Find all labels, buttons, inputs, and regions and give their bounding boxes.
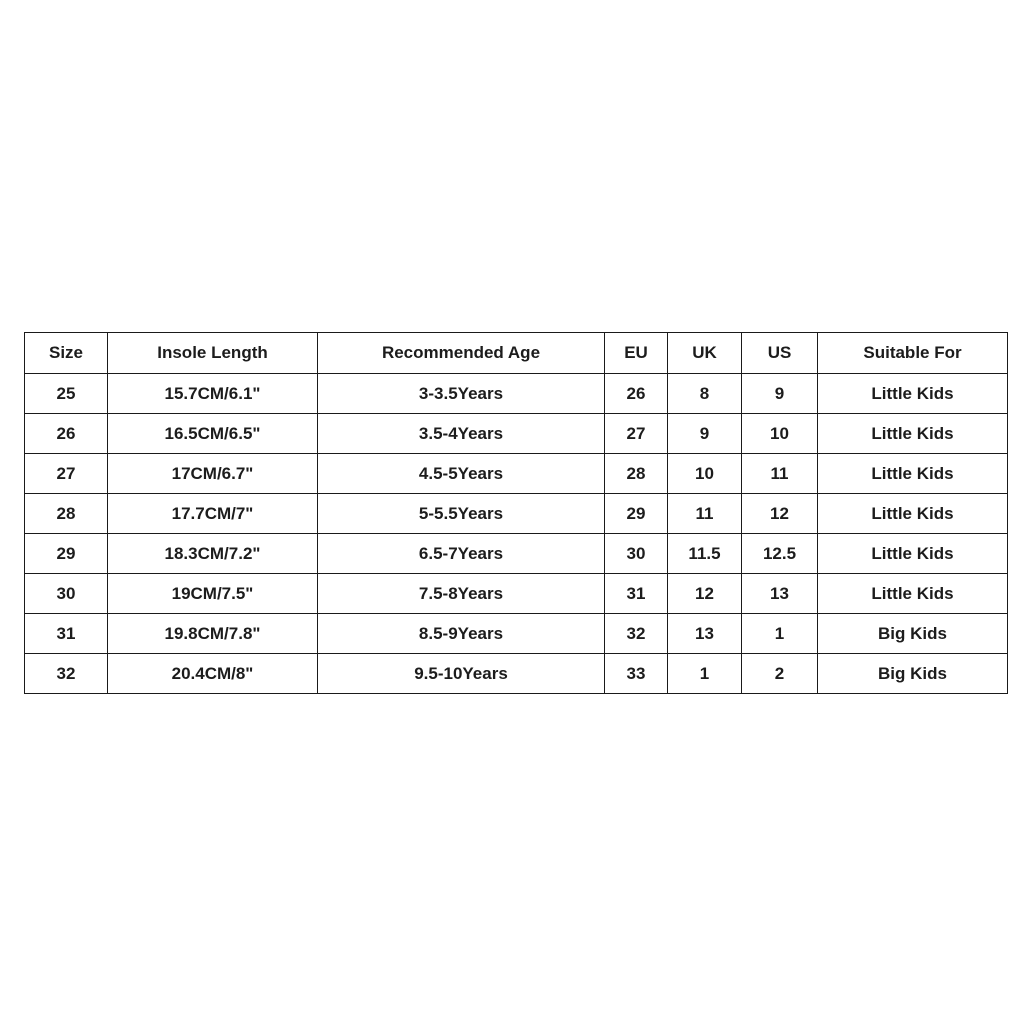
cell-us: 12.5 (742, 534, 818, 574)
cell-size: 28 (25, 494, 108, 534)
cell-uk: 8 (668, 374, 742, 414)
header-insole-length: Insole Length (108, 333, 318, 374)
cell-insole-length: 19CM/7.5" (108, 574, 318, 614)
cell-recommended-age: 7.5-8Years (318, 574, 605, 614)
header-us: US (742, 333, 818, 374)
cell-recommended-age: 8.5-9Years (318, 614, 605, 654)
cell-size: 30 (25, 574, 108, 614)
cell-size: 31 (25, 614, 108, 654)
cell-uk: 12 (668, 574, 742, 614)
table-row (25, 454, 1008, 494)
cell-size: 27 (25, 454, 108, 494)
cell-eu: 29 (605, 494, 668, 534)
cell-us: 9 (742, 374, 818, 414)
table-row (25, 414, 1008, 454)
cell-suitable-for: Little Kids (818, 494, 1008, 534)
cell-suitable-for: Little Kids (818, 534, 1008, 574)
cell-insole-length: 20.4CM/8" (108, 654, 318, 694)
header-recommended-age: Recommended Age (318, 333, 605, 374)
cell-size: 25 (25, 374, 108, 414)
cell-recommended-age: 3-3.5Years (318, 374, 605, 414)
cell-size: 29 (25, 534, 108, 574)
cell-recommended-age: 9.5-10Years (318, 654, 605, 694)
table-row (25, 494, 1008, 534)
cell-eu: 33 (605, 654, 668, 694)
cell-us: 1 (742, 614, 818, 654)
cell-uk: 9 (668, 414, 742, 454)
table-row (25, 374, 1008, 414)
cell-us: 2 (742, 654, 818, 694)
cell-suitable-for: Little Kids (818, 574, 1008, 614)
header-size: Size (25, 333, 108, 374)
cell-us: 10 (742, 414, 818, 454)
cell-eu: 31 (605, 574, 668, 614)
cell-eu: 30 (605, 534, 668, 574)
cell-insole-length: 15.7CM/6.1" (108, 374, 318, 414)
header-uk: UK (668, 333, 742, 374)
cell-suitable-for: Big Kids (818, 614, 1008, 654)
table-row (25, 534, 1008, 574)
cell-eu: 26 (605, 374, 668, 414)
cell-suitable-for: Little Kids (818, 454, 1008, 494)
cell-insole-length: 17.7CM/7" (108, 494, 318, 534)
cell-insole-length: 16.5CM/6.5" (108, 414, 318, 454)
cell-eu: 27 (605, 414, 668, 454)
size-chart-table (24, 332, 1008, 694)
cell-suitable-for: Big Kids (818, 654, 1008, 694)
header-eu: EU (605, 333, 668, 374)
table-row (25, 654, 1008, 694)
cell-uk: 10 (668, 454, 742, 494)
cell-us: 13 (742, 574, 818, 614)
cell-insole-length: 17CM/6.7" (108, 454, 318, 494)
header-suitable-for: Suitable For (818, 333, 1008, 374)
table-row (25, 614, 1008, 654)
cell-recommended-age: 5-5.5Years (318, 494, 605, 534)
cell-insole-length: 18.3CM/7.2" (108, 534, 318, 574)
cell-us: 11 (742, 454, 818, 494)
cell-size: 26 (25, 414, 108, 454)
cell-eu: 32 (605, 614, 668, 654)
cell-eu: 28 (605, 454, 668, 494)
cell-uk: 1 (668, 654, 742, 694)
cell-recommended-age: 4.5-5Years (318, 454, 605, 494)
cell-uk: 11.5 (668, 534, 742, 574)
table-row (25, 574, 1008, 614)
cell-suitable-for: Little Kids (818, 374, 1008, 414)
table-header-row (25, 333, 1008, 374)
cell-us: 12 (742, 494, 818, 534)
cell-suitable-for: Little Kids (818, 414, 1008, 454)
cell-uk: 13 (668, 614, 742, 654)
cell-uk: 11 (668, 494, 742, 534)
cell-size: 32 (25, 654, 108, 694)
cell-insole-length: 19.8CM/7.8" (108, 614, 318, 654)
cell-recommended-age: 6.5-7Years (318, 534, 605, 574)
cell-recommended-age: 3.5-4Years (318, 414, 605, 454)
